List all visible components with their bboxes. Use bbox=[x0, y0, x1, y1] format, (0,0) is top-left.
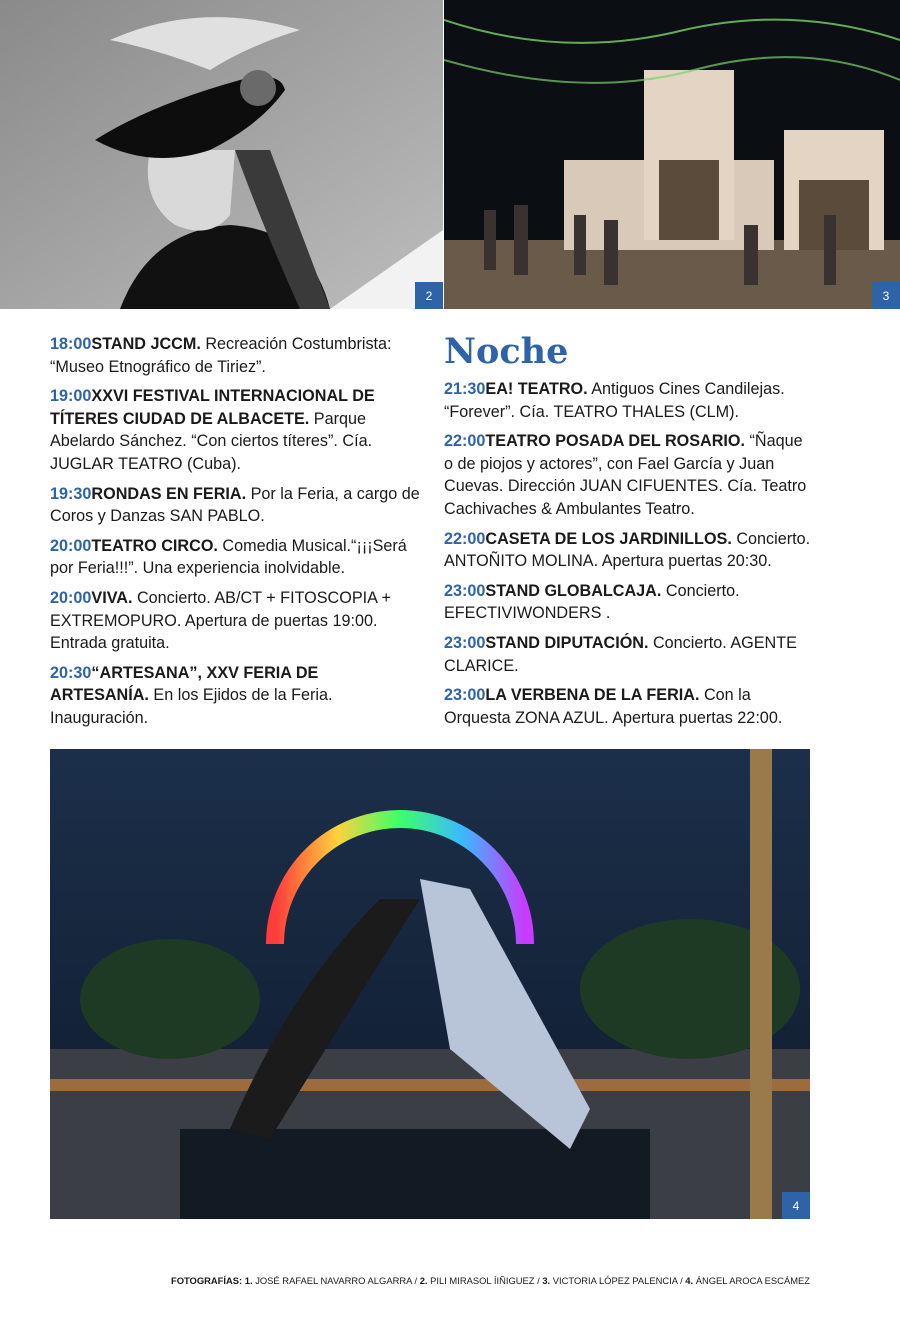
event-title: STAND JCCM. bbox=[91, 335, 201, 353]
event-time: 23:00 bbox=[444, 581, 486, 600]
photo-fair-gate-night bbox=[444, 0, 900, 309]
event-description: En los Ejidos de la Feria. Inauguración. bbox=[50, 686, 333, 727]
event-time: 20:00 bbox=[50, 536, 92, 555]
event-entry bbox=[444, 528, 814, 573]
event-entry bbox=[444, 580, 814, 625]
photo-number-badge: 4 bbox=[782, 1192, 810, 1219]
event-title: RONDAS EN FERIA. bbox=[91, 484, 247, 503]
credit-number: 4. bbox=[685, 1275, 694, 1286]
event-title: STAND GLOBALCAJA. bbox=[485, 581, 662, 600]
event-title: EA! TEATRO. bbox=[485, 380, 588, 398]
event-time: 20:00 bbox=[50, 588, 92, 607]
event-title: STAND DIPUTACIÓN. bbox=[485, 633, 649, 652]
event-description: Concierto. AGENTE CLARICE. bbox=[444, 633, 797, 675]
event-title: XXVI FESTIVAL INTERNACIONAL DE TÍTERES CIUDAD DE ALBACETE. bbox=[50, 387, 375, 428]
event-entry bbox=[50, 333, 420, 378]
photo-number-badge: 2 bbox=[415, 282, 443, 309]
credit-photographer: ÁNGEL AROCA ESCÁMEZ bbox=[695, 1275, 810, 1286]
event-entry bbox=[444, 430, 814, 520]
event-time: 21:30 bbox=[444, 380, 486, 398]
photo-credits: FOTOGRAFÍAS: 1. JOSÉ RAFAEL NAVARRO ALGARRA / 2. PILI MIRASOL ÍIÑIGUEZ / 3. VICTORIA LÓPEZ PALENCIA / 4. ÁNGEL AROCA ESCÁMEZ bbox=[170, 1275, 810, 1286]
event-time: 23:00 bbox=[444, 633, 486, 652]
event-title: VIVA. bbox=[91, 588, 133, 607]
event-title: “ARTESANA”, XXV FERIA DE ARTESANÍA. bbox=[50, 663, 319, 705]
event-entry bbox=[444, 632, 814, 677]
event-entry bbox=[444, 378, 814, 423]
event-entry bbox=[50, 535, 420, 580]
event-time: 22:00 bbox=[444, 529, 486, 548]
credit-number: 2. bbox=[419, 1275, 428, 1286]
event-entry bbox=[50, 385, 420, 475]
afternoon-events-column bbox=[50, 333, 420, 737]
event-description: Parque Abelardo Sánchez. “Con ciertos títeres”. Cía. JUGLAR TEATRO (Cuba). bbox=[50, 409, 373, 473]
event-entry bbox=[50, 587, 420, 655]
photo-number-badge: 3 bbox=[872, 282, 900, 309]
event-description: Recreación Costumbrista: “Museo Etnográfico de Tiriez”. bbox=[50, 335, 392, 376]
night-events-column bbox=[444, 332, 814, 736]
event-description: Por la Feria, a cargo de Coros y Danzas SAN PABLO. bbox=[50, 484, 420, 526]
event-title: TEATRO POSADA DEL ROSARIO. bbox=[485, 432, 746, 451]
event-description: “Ñaque o de piojos y actores”, con Fael García y Juan Cuevas. Dirección JUAN CIFUENTES. Cía. Teatro Cachivaches & Ambulantes Teatro. bbox=[444, 432, 807, 518]
event-time: 19:00 bbox=[50, 387, 92, 406]
event-time: 23:00 bbox=[444, 686, 486, 705]
event-title: LA VERBENA DE LA FERIA. bbox=[485, 686, 700, 705]
night-events-list bbox=[444, 378, 814, 729]
event-entry bbox=[444, 684, 814, 729]
event-title: TEATRO CIRCO. bbox=[91, 536, 218, 555]
credits-label: FOTOGRAFÍAS: bbox=[170, 1275, 243, 1286]
event-time: 22:00 bbox=[444, 432, 486, 451]
credit-number: 1. bbox=[244, 1275, 253, 1286]
event-description: Antiguos Cines Candilejas. “Forever”. Cía. TEATRO THALES (CLM). bbox=[444, 380, 785, 421]
event-time: 19:30 bbox=[50, 484, 92, 503]
photo-woman-tricorn-hat bbox=[0, 0, 443, 309]
credit-number: 3. bbox=[542, 1275, 551, 1286]
night-section-heading: Noche bbox=[444, 331, 569, 372]
event-time: 20:30 bbox=[50, 663, 92, 682]
event-entry bbox=[50, 483, 420, 528]
event-title: CASETA DE LOS JARDINILLOS. bbox=[485, 529, 732, 548]
credit-photographer: JOSÉ RAFAEL NAVARRO ALGARRA bbox=[255, 1275, 412, 1286]
event-description: Comedia Musical.“¡¡¡Será por Feria!!!”. Una experiencia inolvidable. bbox=[50, 536, 407, 578]
photo-knife-sculpture bbox=[50, 749, 810, 1219]
event-description: Concierto. ANTOÑITO MOLINA. Apertura puertas 20:30. bbox=[444, 529, 811, 571]
credit-photographer: VICTORIA LÓPEZ PALENCIA bbox=[552, 1275, 678, 1286]
event-description: Con la Orquesta ZONA AZUL. Apertura puertas 22:00. bbox=[444, 686, 783, 727]
event-description: Concierto. EFECTIVIWONDERS . bbox=[444, 581, 740, 623]
credit-photographer: PILI MIRASOL ÍIÑIGUEZ bbox=[430, 1275, 535, 1286]
event-entry bbox=[50, 662, 420, 730]
event-time: 18:00 bbox=[50, 335, 92, 353]
event-description: Concierto. AB/CT + FITOSCOPIA + EXTREMOPURO. Apertura de puertas 19:00. Entrada gratuita. bbox=[50, 588, 391, 653]
